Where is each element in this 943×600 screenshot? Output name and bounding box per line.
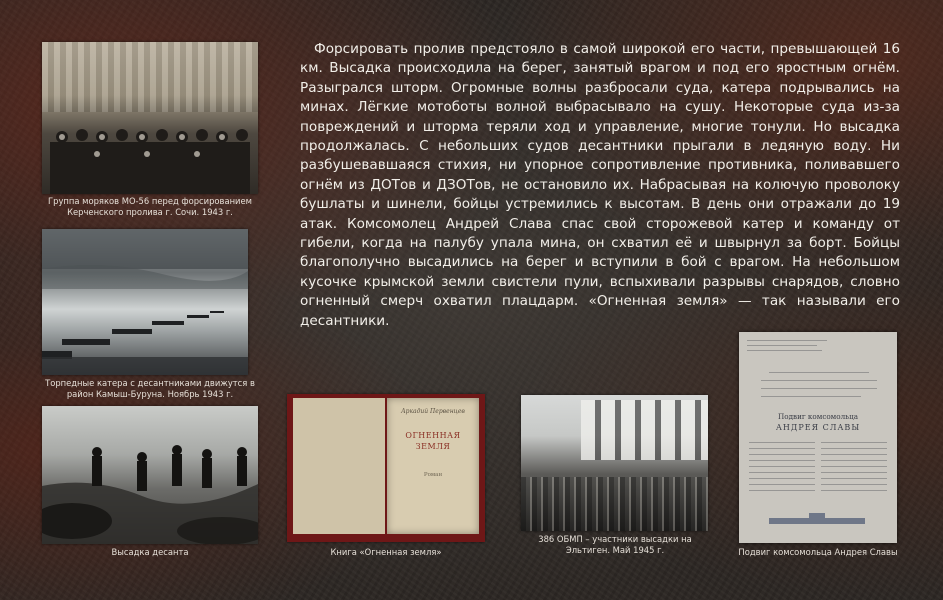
book-cover: [387, 398, 479, 534]
doc-text-line: [749, 490, 815, 491]
doc-text-line: [821, 466, 887, 467]
book-title: [387, 430, 479, 452]
doc-text-line: [749, 448, 815, 449]
book-title-line: ОГНЕННАЯ: [405, 431, 461, 440]
doc-text-line: [821, 448, 887, 449]
doc-text-line: [749, 466, 815, 467]
caption-photo-6: [735, 547, 901, 558]
doc-text-line: [769, 372, 869, 373]
main-text: Форсировать пролив предстояло в самой широкой его части, превышающей 16 км. Высадка происходила на берег, занятый врагом и под его яростным огнём. Разыгрался шторм. Огромные волны разбросали суда, катера подрывались на минах. Лёгкие мотоботы волной выбрасывало на сушу. Некоторые суда из-за повреждений и шторма теряли ход и управление, многие тонули. Но высадка продолжалась. С небольших судов десантники прыгали в ледяную воду. Ни разбушевавшаяся стихия, ни упорное сопротивление противника, поливавшего огнём из ДОТов и ДЗОТов, не остановило их. Набрасывая на колючую проволоку бушлаты и шинели, бойцы устремились к высотам. В день они отражали до 19 атак. Комсомолец Андрей Слава спас свой сторожевой катер и команду от гибели, когда на палубу упала мина, он схватил её и швырнул за борт. Бойцы благополучно высадились на берег и вступили в бой с врагом. На небольшом кусочке крымской земли свистели пули, вспыхивали разрывы снарядов, словно огненный смерч охватил плацдарм. «Огненная земля» — так называли его десантники.: [300, 41, 900, 329]
photo-document: [739, 332, 897, 543]
doc-text-line: [749, 442, 815, 443]
doc-text-line: [749, 454, 815, 455]
caption-line: Подвиг комсомольца Андрея Славы: [738, 547, 898, 557]
doc-text-line: [747, 340, 827, 341]
book-genre: Роман: [423, 472, 443, 478]
doc-text-line: [821, 454, 887, 455]
caption-line: Высадка десанта: [111, 547, 189, 557]
doc-text-line: [821, 472, 887, 473]
doc-text-line: [747, 350, 822, 351]
doc-text-line: [749, 478, 815, 479]
boats-silhouettes: [42, 229, 248, 375]
doc-text-line: [761, 388, 877, 389]
doc-text-line: [761, 396, 861, 397]
doc-text-line: [749, 472, 815, 473]
caption-line: Эльтиген. Май 1945 г.: [565, 545, 665, 555]
group-figures: [521, 477, 708, 531]
caption-line: Книга «Огненная земля»: [330, 547, 442, 557]
doc-text-line: [749, 460, 815, 461]
doc-subtitle: АНДРЕЯ СЛАВЫ: [775, 423, 861, 432]
doc-text-line: [821, 484, 887, 485]
caption-line: Группа моряков МО-56 перед форсированием: [48, 196, 252, 206]
caption-photo-2: [42, 378, 258, 400]
photo-landing-troops: [42, 406, 258, 544]
sailors-figures: [42, 42, 258, 194]
photo-torpedo-boats: [42, 229, 248, 375]
book-back-page: [293, 398, 385, 534]
caption-line: 386 ОБМП – участники высадки на: [538, 534, 692, 544]
book-title-line: ЗЕМЛЯ: [415, 442, 451, 451]
caption-photo-3: [42, 547, 258, 558]
doc-text-line: [821, 478, 887, 479]
building-backdrop: [581, 400, 708, 460]
photo-386-obmp: [521, 395, 708, 531]
book-author: Аркадий Первенцев: [401, 408, 465, 415]
doc-text-line: [761, 380, 877, 381]
caption-photo-4: [287, 547, 485, 558]
doc-text-line: [821, 442, 887, 443]
photo-book: [287, 394, 485, 542]
landing-scene: [42, 406, 258, 544]
doc-text-line: [821, 460, 887, 461]
doc-text-line: [747, 345, 817, 346]
photo-sailors-group: [42, 42, 258, 194]
caption-photo-5: [510, 534, 720, 556]
doc-text-line: [821, 490, 887, 491]
caption-line: район Камыш-Буруна. Ноябрь 1943 г.: [66, 389, 234, 399]
caption-line: Керченского пролива г. Сочи. 1943 г.: [67, 207, 233, 217]
doc-text-line: [749, 484, 815, 485]
doc-title: Подвиг комсомольца: [778, 412, 858, 421]
ship-illustration: [769, 518, 865, 524]
caption-line: Торпедные катера с десантниками движутся в: [45, 378, 255, 388]
caption-photo-1: [42, 196, 258, 218]
